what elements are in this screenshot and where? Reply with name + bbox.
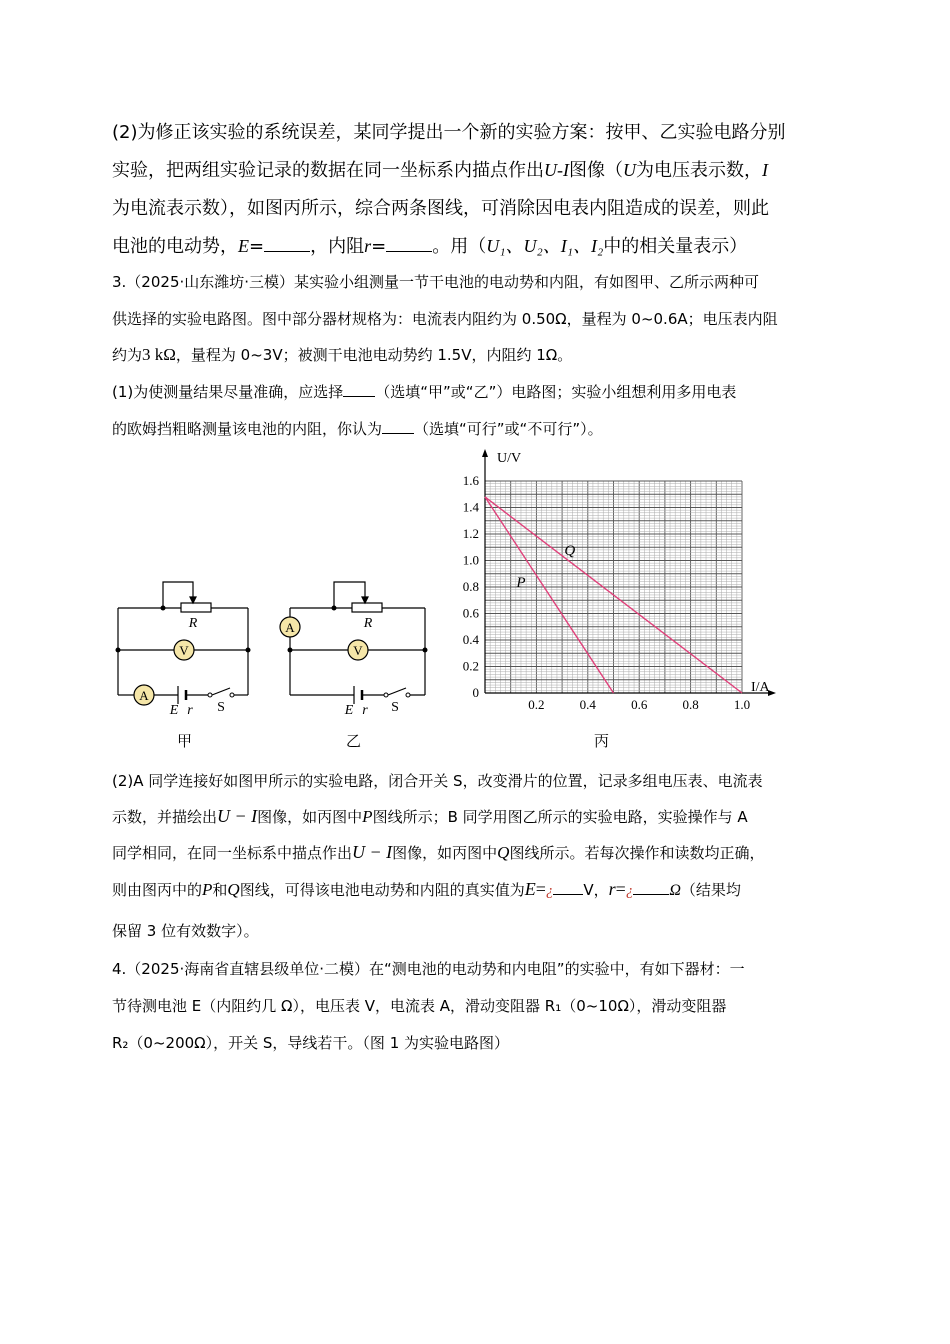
ammeter-label: A [139, 688, 149, 703]
ammeter-label: A [285, 620, 295, 635]
y-tick-label: 0.4 [462, 632, 479, 647]
text: 图像，如丙图中 [257, 808, 363, 826]
text: 图线，可得该电池电动势和内阻的真实值为 [239, 881, 525, 899]
q3-p2-line5 [112, 920, 842, 941]
text: 4.（2025·海南省直辖县级单位·二模）在“测电池的电动势和内电阻”的实验中，有如下器材：一 [112, 960, 745, 978]
q2-part2-line4 [112, 232, 842, 258]
text: 的欧姆挡粗略测量该电池的内阻，你认为 [112, 420, 383, 438]
series-label-p: P [516, 575, 526, 591]
math-eq: = [535, 879, 546, 899]
text: 3.（2025·山东潍坊·三模）某实验小组测量一节干电池的电动势和内阻，有如图甲、乙所示两种可 [112, 273, 760, 291]
text: 同学相同，在同一坐标系中描点作出 [112, 844, 353, 862]
text: 图线所示；B 同学用图乙所示的实验电路，实验操作与 A [372, 808, 748, 826]
math-r: r [608, 879, 616, 899]
emf-label: E [169, 703, 179, 718]
math-3kohm: 3 kΩ [142, 345, 176, 364]
circuit-yi [280, 570, 435, 718]
text: ，内阻 [310, 236, 365, 257]
q2-part2-line1 [112, 118, 842, 144]
math-u-i: U − I [217, 806, 258, 826]
text: 电池的电动势， [112, 236, 238, 257]
answer-blank-e[interactable] [264, 233, 310, 252]
text: 。用（ [432, 236, 487, 257]
math-p: P [202, 880, 213, 899]
math-u-i: U − I [352, 842, 393, 862]
chart-bing [445, 445, 785, 720]
math-e: E [524, 879, 536, 899]
emf-label: E [344, 703, 354, 718]
answer-blank-r[interactable] [386, 233, 432, 252]
text: （选填“甲”或“乙”）电路图；实验小组想利用多用电表 [375, 383, 737, 401]
text: = [371, 236, 387, 257]
x-axis-label: I/A [751, 680, 770, 695]
math-u: U [623, 160, 636, 180]
q3-line3 [112, 344, 842, 365]
glitch-char: ¿ [545, 883, 554, 899]
x-tick-label: 1.0 [733, 697, 751, 712]
q3-p2-line1 [112, 770, 842, 791]
resistor-label: R [363, 616, 373, 631]
unit-ohm: Ω [669, 882, 681, 899]
caption-bing: 丙 [594, 734, 610, 750]
text: 则由图丙中的 [112, 881, 203, 899]
resistor-label: R [188, 616, 198, 631]
x-tick-label: 0.2 [528, 697, 545, 712]
text: 实验，把两组实验记录的数据在同一坐标系内描点作出 [112, 160, 544, 181]
text: 约为 [112, 346, 143, 364]
text: 供选择的实验电路图。图中部分器材规格为：电流表内阻约为 0.50Ω，量程为 0~0.6A；电压表内阻 [112, 310, 778, 328]
q3-p2-line2 [112, 806, 842, 827]
x-tick-label: 0.6 [631, 697, 648, 712]
y-tick-label: 0.2 [462, 658, 479, 674]
y-tick-label: 0.8 [462, 579, 479, 594]
q3-p1-line1 [112, 381, 842, 402]
text: 为电流表示数），如图丙所示，综合两条图线，可消除因电表内阻造成的误差，则此 [112, 198, 769, 219]
caption-jia: 甲 [177, 734, 193, 750]
x-tick-label: 0.8 [682, 697, 699, 712]
math-vars: U₁、U₂、I₁、I₂ [486, 236, 604, 256]
q3-p2-line3 [112, 842, 842, 863]
voltmeter-label: V [179, 643, 189, 658]
text: （结果均 [680, 881, 741, 899]
math-i: I [762, 160, 768, 180]
circuit-jia [108, 570, 258, 718]
q3-p1-line2 [112, 418, 842, 439]
q2-part2-line2 [112, 156, 842, 182]
q3-line2 [112, 308, 842, 329]
switch-label: S [391, 700, 399, 715]
text: (2)为修正该实验的系统误差，某同学提出一个新的实验方案：按甲、乙实验电路分别 [112, 122, 786, 143]
unit: V， [583, 881, 609, 899]
text: = [249, 236, 265, 257]
math-q: Q [227, 880, 240, 899]
answer-blank-e-value[interactable] [553, 879, 583, 895]
text: R₂（0~200Ω），开关 S，导线若干。（图 1 为实验电路图） [112, 1034, 510, 1052]
y-tick-label: 0 [472, 685, 479, 700]
q3-line1 [112, 271, 842, 292]
q4-line3 [112, 1032, 842, 1053]
text: 图像（ [569, 160, 623, 181]
y-tick-label: 1.2 [462, 526, 479, 541]
switch-label: S [217, 700, 225, 715]
math-p: P [362, 807, 373, 826]
text: 和 [212, 881, 228, 899]
math-q: Q [497, 843, 510, 862]
text: （选填“可行”或“不可行”）。 [414, 420, 603, 438]
text: (2)A 同学连接好如图甲所示的实验电路，闭合开关 S，改变滑片的位置，记录多组电压表、电流表 [112, 772, 763, 790]
text: 中的相关量表示） [603, 236, 748, 257]
text: 保留 3 位有效数字）。 [112, 922, 259, 940]
y-axis-arrow [482, 449, 488, 457]
y-tick-label: 1.0 [462, 552, 479, 568]
q3-p2-line4 [112, 879, 842, 900]
y-tick-label: 1.4 [462, 499, 479, 515]
q4-line1 [112, 958, 842, 979]
answer-blank-feasible[interactable] [382, 418, 414, 434]
caption-yi: 乙 [346, 734, 362, 750]
text: 图线所示。若每次操作和读数均正确， [509, 844, 765, 862]
text: 节待测电池 E（内阻约几 Ω），电压表 V，电流表 A，滑动变阻器 R₁（0~10Ω），滑动变阻器 [112, 997, 727, 1015]
q4-line2 [112, 995, 842, 1016]
internal-r-label: r [362, 703, 368, 718]
y-tick-label: 1.6 [462, 473, 479, 488]
answer-blank-circuit[interactable] [343, 381, 375, 397]
series-label-q: Q [564, 543, 576, 560]
y-axis-label: U/V [497, 451, 522, 466]
glitch-char: ¿ [625, 883, 634, 899]
math-e: E [238, 236, 249, 256]
math-r: r [364, 236, 372, 256]
x-tick-label: 0.4 [579, 697, 596, 712]
y-tick-label: 0.6 [462, 605, 479, 621]
text: 图像，如丙图中 [392, 844, 498, 862]
internal-r-label: r [187, 703, 193, 718]
text: (1)为使测量结果尽量准确，应选择 [112, 383, 344, 401]
q2-part2-line3 [112, 194, 842, 220]
math-ui: U-I [544, 160, 569, 180]
math-eq: = [615, 879, 626, 899]
text: 示数，并描绘出 [112, 808, 218, 826]
answer-blank-r-value[interactable] [633, 879, 669, 895]
text: 为电压表示数， [636, 160, 762, 181]
text: ，量程为 0~3V；被测干电池电动势约 1.5V，内阻约 1Ω。 [175, 346, 573, 364]
voltmeter-label: V [353, 643, 363, 658]
